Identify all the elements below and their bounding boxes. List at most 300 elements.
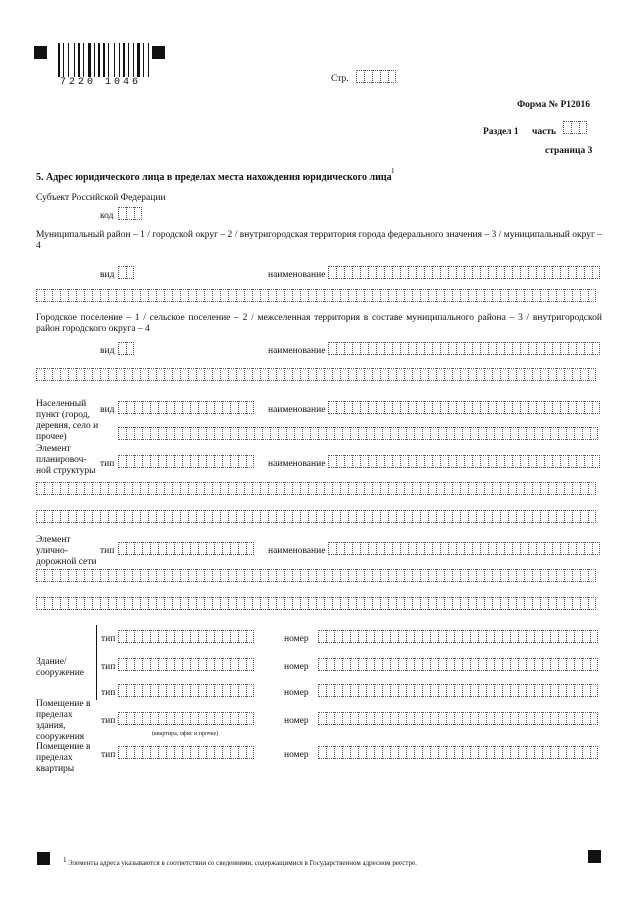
char-cell[interactable] [440,542,448,555]
char-cell[interactable] [228,482,236,495]
char-cell[interactable] [182,746,190,759]
char-cell[interactable] [584,401,592,414]
char-cell[interactable] [408,455,416,468]
char-cell[interactable] [190,455,198,468]
char-cell[interactable] [384,401,392,414]
char-cell[interactable] [486,746,494,759]
char-cell[interactable] [180,597,188,610]
char-cell[interactable] [454,746,462,759]
char-cell[interactable] [214,455,222,468]
char-cell[interactable] [468,482,476,495]
char-cell[interactable] [390,746,398,759]
char-cell[interactable] [368,542,376,555]
char-cell[interactable] [196,569,204,582]
char-cell[interactable] [336,266,344,279]
char-cell[interactable] [448,542,456,555]
char-cell[interactable] [118,542,126,555]
char-cell[interactable] [182,630,190,643]
char-cell[interactable] [100,510,108,523]
char-cell[interactable] [36,510,44,523]
char-cell[interactable] [166,684,174,697]
char-cell[interactable] [398,658,406,671]
char-cell[interactable] [228,597,236,610]
char-cell[interactable] [556,482,564,495]
char-cell[interactable] [566,746,574,759]
char-cell[interactable] [560,401,568,414]
char-cell[interactable] [336,342,344,355]
char-cell[interactable] [326,712,334,725]
char-cell[interactable] [572,368,580,381]
char-cell[interactable] [446,630,454,643]
char-cell[interactable] [340,289,348,302]
char-cell[interactable] [206,427,214,440]
char-cell[interactable] [332,368,340,381]
char-cell[interactable] [278,427,286,440]
char-cell[interactable] [358,658,366,671]
char-cell[interactable] [480,401,488,414]
char-cell[interactable] [292,510,300,523]
char-cell[interactable] [404,482,412,495]
char-cell[interactable] [456,401,464,414]
char-cell[interactable] [118,427,126,440]
char-cell[interactable] [492,482,500,495]
char-cell[interactable] [158,658,166,671]
char-cell[interactable] [358,630,366,643]
char-cell[interactable] [500,597,508,610]
char-cell[interactable] [406,630,414,643]
char-cell[interactable] [526,630,534,643]
char-cell[interactable] [228,569,236,582]
char-cell[interactable] [376,266,384,279]
char-cell[interactable] [132,597,140,610]
char-cell[interactable] [406,427,414,440]
char-cell[interactable] [592,401,600,414]
char-cell[interactable] [412,368,420,381]
char-cell[interactable] [180,510,188,523]
char-cell[interactable] [392,542,400,555]
char-cell[interactable] [358,427,366,440]
char-cell[interactable] [230,746,238,759]
char-cell[interactable] [572,597,580,610]
char-cell[interactable] [142,455,150,468]
char-cell[interactable] [174,542,182,555]
char-cell[interactable] [222,455,230,468]
char-cell[interactable] [518,427,526,440]
char-cell[interactable] [556,569,564,582]
char-cell[interactable] [380,70,388,83]
char-cell[interactable] [526,746,534,759]
char-cell[interactable] [358,712,366,725]
char-cell[interactable] [124,482,132,495]
char-cell[interactable] [132,510,140,523]
char-cell[interactable] [44,510,52,523]
char-cell[interactable] [230,401,238,414]
char-cell[interactable] [468,368,476,381]
char-cell[interactable] [480,455,488,468]
char-cell[interactable] [534,684,542,697]
char-cell[interactable] [340,597,348,610]
char-cell[interactable] [206,542,214,555]
char-cell[interactable] [462,746,470,759]
char-cell[interactable] [500,289,508,302]
char-cell[interactable] [520,401,528,414]
char-cell[interactable] [564,482,572,495]
char-cell[interactable] [334,746,342,759]
char-cell[interactable] [548,289,556,302]
char-cell[interactable] [164,368,172,381]
char-cell[interactable] [172,597,180,610]
char-cell[interactable] [190,658,198,671]
street-type-field[interactable] [118,542,254,555]
char-cell[interactable] [372,70,380,83]
char-cell[interactable] [342,712,350,725]
char-cell[interactable] [548,569,556,582]
char-cell[interactable] [508,597,516,610]
char-cell[interactable] [238,746,246,759]
char-cell[interactable] [260,482,268,495]
char-cell[interactable] [318,746,326,759]
char-cell[interactable] [350,427,358,440]
char-cell[interactable] [166,658,174,671]
char-cell[interactable] [140,482,148,495]
char-cell[interactable] [382,630,390,643]
char-cell[interactable] [76,368,84,381]
char-cell[interactable] [150,658,158,671]
char-cell[interactable] [188,482,196,495]
char-cell[interactable] [516,482,524,495]
char-cell[interactable] [360,401,368,414]
char-cell[interactable] [100,482,108,495]
char-cell[interactable] [398,427,406,440]
char-cell[interactable] [510,712,518,725]
char-cell[interactable] [486,658,494,671]
char-cell[interactable] [470,630,478,643]
street-name-field-1[interactable] [328,542,600,555]
char-cell[interactable] [262,427,270,440]
char-cell[interactable] [142,542,150,555]
char-cell[interactable] [552,266,560,279]
char-cell[interactable] [60,289,68,302]
char-cell[interactable] [468,569,476,582]
char-cell[interactable] [430,712,438,725]
char-cell[interactable] [372,368,380,381]
char-cell[interactable] [502,427,510,440]
building-number-field-1[interactable] [318,630,598,643]
char-cell[interactable] [574,712,582,725]
char-cell[interactable] [68,569,76,582]
char-cell[interactable] [356,289,364,302]
char-cell[interactable] [494,427,502,440]
char-cell[interactable] [206,684,214,697]
char-cell[interactable] [398,684,406,697]
char-cell[interactable] [590,684,598,697]
char-cell[interactable] [344,455,352,468]
char-cell[interactable] [182,542,190,555]
locality-name-field-2[interactable] [118,427,598,440]
char-cell[interactable] [92,289,100,302]
char-cell[interactable] [308,597,316,610]
char-cell[interactable] [368,266,376,279]
char-cell[interactable] [558,684,566,697]
char-cell[interactable] [190,427,198,440]
char-cell[interactable] [326,427,334,440]
char-cell[interactable] [456,455,464,468]
char-cell[interactable] [268,482,276,495]
char-cell[interactable] [390,712,398,725]
char-cell[interactable] [118,455,126,468]
char-cell[interactable] [268,510,276,523]
char-cell[interactable] [494,712,502,725]
char-cell[interactable] [414,427,422,440]
char-cell[interactable] [460,289,468,302]
char-cell[interactable] [190,712,198,725]
char-cell[interactable] [236,289,244,302]
char-cell[interactable] [572,482,580,495]
char-cell[interactable] [484,569,492,582]
char-cell[interactable] [526,684,534,697]
char-cell[interactable] [532,482,540,495]
char-cell[interactable] [92,368,100,381]
char-cell[interactable] [544,455,552,468]
char-cell[interactable] [452,597,460,610]
char-cell[interactable] [246,712,254,725]
char-cell[interactable] [324,482,332,495]
char-cell[interactable] [316,597,324,610]
char-cell[interactable] [580,368,588,381]
char-cell[interactable] [472,342,480,355]
char-cell[interactable] [420,510,428,523]
char-cell[interactable] [326,658,334,671]
char-cell[interactable] [400,401,408,414]
char-cell[interactable] [520,266,528,279]
char-cell[interactable] [166,427,174,440]
char-cell[interactable] [124,368,132,381]
char-cell[interactable] [206,401,214,414]
char-cell[interactable] [528,455,536,468]
char-cell[interactable] [174,455,182,468]
char-cell[interactable] [532,569,540,582]
char-cell[interactable] [134,746,142,759]
char-cell[interactable] [126,207,134,220]
char-cell[interactable] [198,684,206,697]
char-cell[interactable] [590,630,598,643]
char-cell[interactable] [576,455,584,468]
char-cell[interactable] [198,658,206,671]
char-cell[interactable] [484,510,492,523]
char-cell[interactable] [446,746,454,759]
char-cell[interactable] [582,427,590,440]
char-cell[interactable] [528,401,536,414]
char-cell[interactable] [182,712,190,725]
char-cell[interactable] [230,630,238,643]
char-cell[interactable] [392,266,400,279]
char-cell[interactable] [228,510,236,523]
char-cell[interactable] [328,542,336,555]
char-cell[interactable] [222,401,230,414]
char-cell[interactable] [534,427,542,440]
char-cell[interactable] [398,630,406,643]
char-cell[interactable] [518,746,526,759]
char-cell[interactable] [420,569,428,582]
char-cell[interactable] [300,510,308,523]
municipal-name-field-1[interactable] [328,266,600,279]
char-cell[interactable] [166,630,174,643]
char-cell[interactable] [560,342,568,355]
char-cell[interactable] [412,510,420,523]
char-cell[interactable] [126,712,134,725]
char-cell[interactable] [550,746,558,759]
char-cell[interactable] [390,630,398,643]
char-cell[interactable] [488,342,496,355]
char-cell[interactable] [260,368,268,381]
char-cell[interactable] [454,712,462,725]
char-cell[interactable] [544,401,552,414]
char-cell[interactable] [516,368,524,381]
char-cell[interactable] [456,542,464,555]
char-cell[interactable] [526,427,534,440]
char-cell[interactable] [382,712,390,725]
planning-type-field[interactable] [118,455,254,468]
char-cell[interactable] [150,455,158,468]
char-cell[interactable] [542,630,550,643]
char-cell[interactable] [388,569,396,582]
char-cell[interactable] [292,569,300,582]
char-cell[interactable] [360,266,368,279]
char-cell[interactable] [324,289,332,302]
char-cell[interactable] [476,597,484,610]
char-cell[interactable] [580,569,588,582]
char-cell[interactable] [486,684,494,697]
char-cell[interactable] [268,569,276,582]
char-cell[interactable] [428,510,436,523]
char-cell[interactable] [222,746,230,759]
char-cell[interactable] [318,630,326,643]
char-cell[interactable] [284,289,292,302]
building-number-field-2[interactable] [318,658,598,671]
char-cell[interactable] [440,266,448,279]
char-cell[interactable] [480,342,488,355]
char-cell[interactable] [244,510,252,523]
char-cell[interactable] [430,630,438,643]
char-cell[interactable] [388,289,396,302]
char-cell[interactable] [422,630,430,643]
char-cell[interactable] [414,746,422,759]
char-cell[interactable] [524,368,532,381]
char-cell[interactable] [228,289,236,302]
char-cell[interactable] [438,746,446,759]
char-cell[interactable] [316,569,324,582]
char-cell[interactable] [500,482,508,495]
char-cell[interactable] [422,684,430,697]
char-cell[interactable] [142,630,150,643]
char-cell[interactable] [432,455,440,468]
char-cell[interactable] [432,342,440,355]
char-cell[interactable] [388,597,396,610]
char-cell[interactable] [390,427,398,440]
char-cell[interactable] [284,569,292,582]
char-cell[interactable] [100,569,108,582]
char-cell[interactable] [246,684,254,697]
char-cell[interactable] [366,712,374,725]
char-cell[interactable] [326,746,334,759]
char-cell[interactable] [440,455,448,468]
char-cell[interactable] [374,712,382,725]
char-cell[interactable] [558,746,566,759]
char-cell[interactable] [332,597,340,610]
char-cell[interactable] [344,542,352,555]
char-cell[interactable] [528,542,536,555]
char-cell[interactable] [92,597,100,610]
char-cell[interactable] [504,342,512,355]
char-cell[interactable] [518,712,526,725]
char-cell[interactable] [512,266,520,279]
char-cell[interactable] [592,542,600,555]
char-cell[interactable] [564,510,572,523]
char-cell[interactable] [476,482,484,495]
char-cell[interactable] [380,289,388,302]
char-cell[interactable] [230,542,238,555]
char-cell[interactable] [540,510,548,523]
char-cell[interactable] [336,401,344,414]
char-cell[interactable] [364,597,372,610]
char-cell[interactable] [174,658,182,671]
char-cell[interactable] [430,684,438,697]
char-cell[interactable] [568,455,576,468]
char-cell[interactable] [126,455,134,468]
char-cell[interactable] [542,658,550,671]
char-cell[interactable] [148,569,156,582]
char-cell[interactable] [364,368,372,381]
char-cell[interactable] [582,712,590,725]
char-cell[interactable] [436,289,444,302]
char-cell[interactable] [222,684,230,697]
char-cell[interactable] [292,597,300,610]
char-cell[interactable] [396,482,404,495]
char-cell[interactable] [576,342,584,355]
char-cell[interactable] [588,569,596,582]
char-cell[interactable] [574,427,582,440]
char-cell[interactable] [252,510,260,523]
char-cell[interactable] [230,455,238,468]
char-cell[interactable] [396,289,404,302]
char-cell[interactable] [324,597,332,610]
char-cell[interactable] [540,368,548,381]
street-name-field-2[interactable] [36,569,596,582]
char-cell[interactable] [182,401,190,414]
char-cell[interactable] [502,684,510,697]
char-cell[interactable] [134,542,142,555]
char-cell[interactable] [516,289,524,302]
char-cell[interactable] [448,455,456,468]
char-cell[interactable] [400,542,408,555]
char-cell[interactable] [350,712,358,725]
municipal-type-field[interactable] [118,266,134,279]
char-cell[interactable] [36,597,44,610]
char-cell[interactable] [148,482,156,495]
char-cell[interactable] [492,368,500,381]
char-cell[interactable] [438,684,446,697]
char-cell[interactable] [486,630,494,643]
char-cell[interactable] [196,597,204,610]
char-cell[interactable] [214,630,222,643]
char-cell[interactable] [118,342,126,355]
char-cell[interactable] [324,569,332,582]
char-cell[interactable] [326,630,334,643]
char-cell[interactable] [404,569,412,582]
char-cell[interactable] [180,368,188,381]
char-cell[interactable] [552,342,560,355]
char-cell[interactable] [60,510,68,523]
